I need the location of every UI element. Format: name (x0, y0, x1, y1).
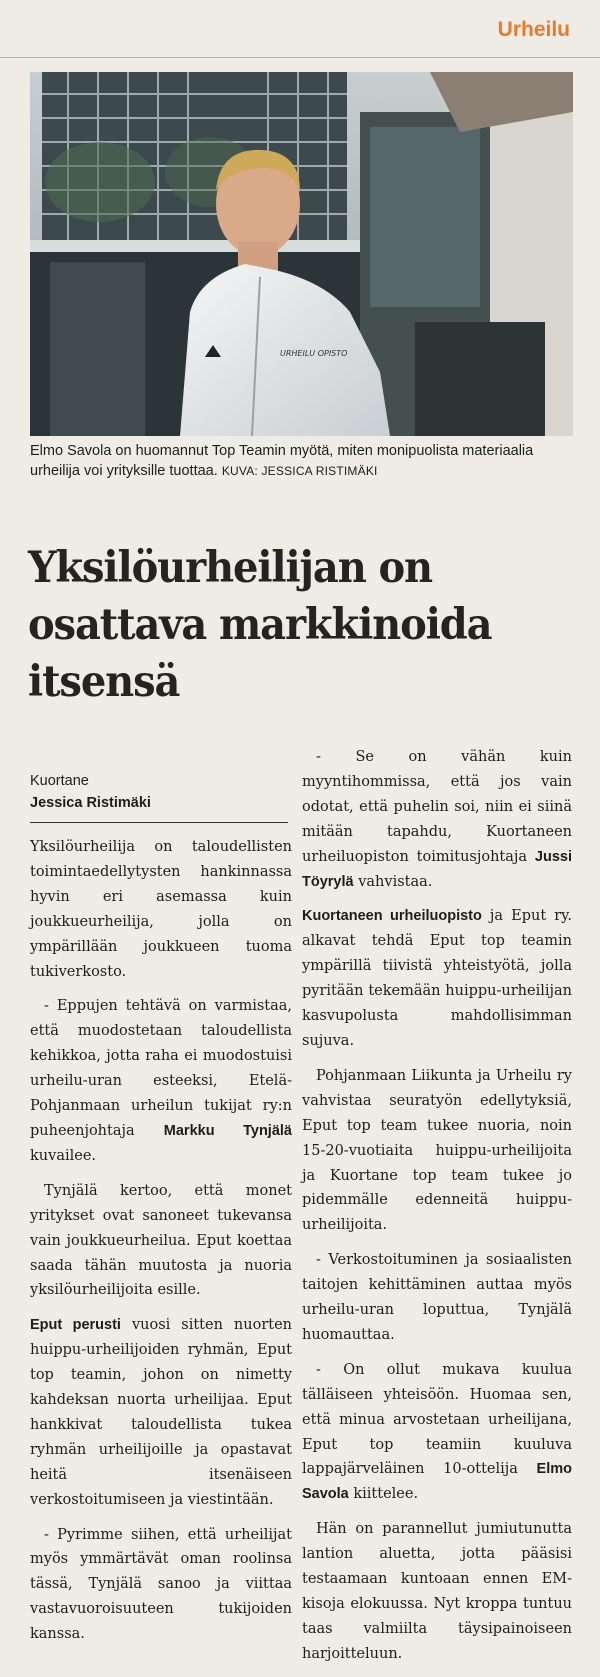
text-run: - Se on vähän kuin myyntihommissa, että jos vain odotat, että puhelin soi, niin ei siinä mitään tapahdu, Kuortaneen urheiluopiston toimitusjohtaja (302, 749, 572, 865)
paragraph: - Verkostoituminen ja sosiaalisten taitojen kehittäminen auttaa myös urheilu-uran loputtua, Tynjälä huomauttaa. (302, 1252, 572, 1343)
paragraph: - Pyrimme siihen, että urheilijat myös ymmärtävät oman roolinsa tässä, Tynjälä sanoo ja viittaa vastavuoroisuuteen tukijoiden kanssa. (30, 1526, 292, 1643)
byline-rule (30, 822, 288, 823)
paragraph (30, 994, 292, 1168)
paragraph (302, 1358, 572, 1507)
article-photo (30, 72, 573, 436)
lead-in: Kuortaneen urheiluopisto (302, 908, 482, 925)
text-run: vuosi sitten nuorten huippu-urheilijoiden ryhmän, Eput top teamin, johon on nimetty kahdeksan nuorta urheilijaa. Eput hankkivat taloudellista tukea ryhmän urheilijoille ja opastavat heitä itsenäiseen verkostoitumiseen ja viestintään. (30, 1317, 292, 1508)
headline: Yksilöurheilijan on osattava markkinoida itsensä (28, 543, 492, 707)
caption-text: Elmo Savola on huomannut Top Teamin myötä, miten monipuolista materiaalia urheilija voi yrityksille tuottaa. (30, 443, 534, 479)
byline-author: Jessica Ristimäki (30, 795, 151, 811)
paragraph: Hän on parannellut jumiutunutta lantion aluetta, jotta pääsisi testaamaan kuntoaan ennen EM-kisoja elokuussa. Nyt kroppa tuntuu taas valmiilta täysipainoiseen harjoitteluun. (302, 1521, 572, 1662)
paragraph: Pohjanmaan Liikunta ja Urheilu ry vahvistaa seuratyön edellytyksiä, Eput top team tukee nuoria, noin 15-20-vuotiaita huippu-urheilijoita ja Kuortane top team tukee jo pidemmälle edenneitä huippu-urheilijoita. (302, 1067, 572, 1234)
person-name: Jussi Töyrylä (302, 848, 572, 890)
article-column-1 (30, 835, 292, 1657)
photo-credit: KUVA: JESSICA RISTIMÄKI (221, 464, 378, 478)
text-run: vahvistaa. (353, 873, 433, 890)
paragraph (30, 1313, 292, 1512)
text-run: kuvailee. (30, 1147, 97, 1164)
paragraph: Yksilöurheilija on taloudellisten toimintaedellytysten hankinnassa hyvin eri asemassa kuin joukkueurheilija, jolla on ympärillään joukkueen tuoma tukiverkosto. (30, 839, 292, 980)
byline-place: Kuortane (30, 773, 89, 789)
article-column-2 (302, 745, 572, 1677)
text-run: - Eppujen tehtävä on varmistaa, että muodostetaan taloudellista kehikkoa, jotta raha ei muodostuisi urheilu-uran esteeksi, Etelä-Pohjanmaan urheilun tukijat ry:n puheenjohtaja (30, 998, 292, 1139)
text-run: kiittelee. (348, 1486, 419, 1503)
section-label: Urheilu (497, 18, 570, 41)
paragraph (302, 904, 572, 1053)
jacket-logo-text: URHEILU OPISTO (280, 349, 348, 358)
photo-caption (30, 441, 575, 481)
text-run: - On ollut mukava kuulua tälläiseen yhteisöön. Huomaa sen, että minua arvostetaan urheilijana, Eput top teamiin kuuluva lappajärveläinen 10-ottelija (302, 1361, 572, 1478)
text-run: ja Eput ry. alkavat tehdä Eput top teamin ympärillä tiivistä yhteistyötä, jolla pyritään tekemään huippu-urheilijan kasvupolusta mahdollisimman sujuva. (302, 908, 573, 1049)
byline (30, 770, 288, 823)
person-name: Elmo Savola (302, 1461, 572, 1503)
paragraph (302, 745, 572, 894)
top-rule (0, 57, 600, 58)
photo-illustration (30, 72, 573, 436)
paragraph: Tynjälä kertoo, että monet yritykset ovat sanoneet tukevansa vain joukkueurheilua. Eput koettaa saada tähän muutosta ja nuoria yksilöurheilijoita esille. (30, 1182, 292, 1299)
lead-in: Eput perusti (30, 1317, 121, 1334)
person-name: Markku Tynjälä (163, 1122, 292, 1139)
